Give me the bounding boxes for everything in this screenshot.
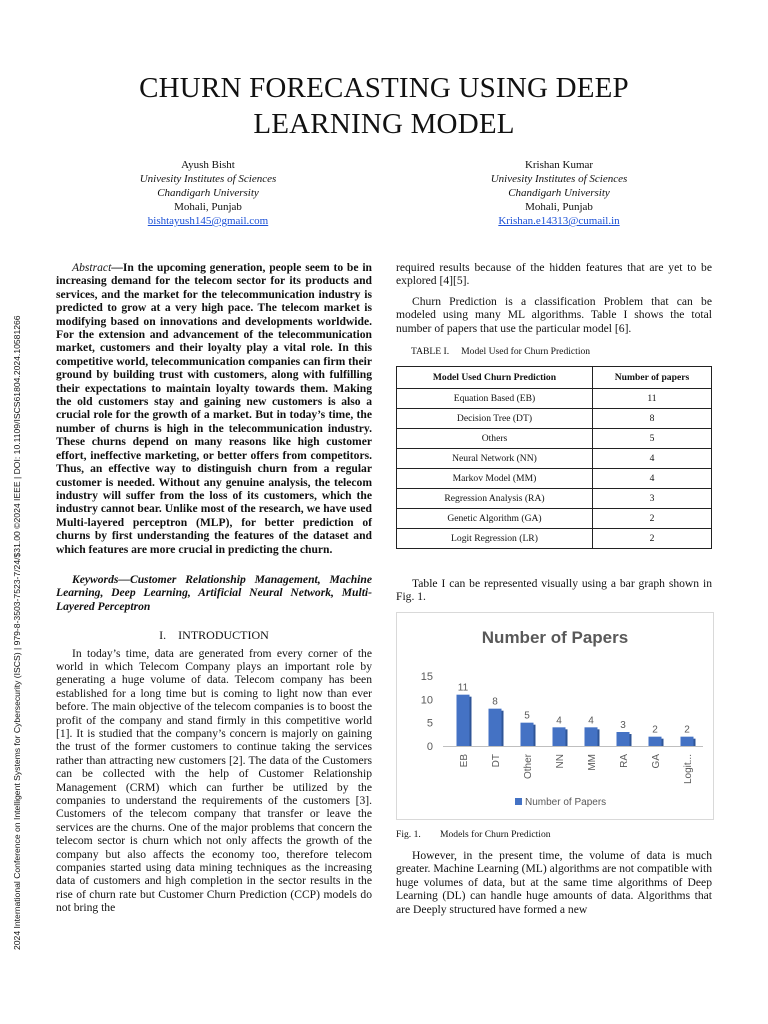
- x-tick-label: Logit...: [683, 754, 694, 785]
- author-block-1: [78, 158, 338, 228]
- abstract-text: —In the upcoming generation, people seem to be in increasing demand for the telecom sector for its products and services, and the market for the telecommunication industry is predicted to grow at a very high pace. The telecom market is modifying based on innovations and developments worldwide. For the extension and advancement of the telecommunication market, customers and their loyalty play a vital role. In this competitive world, telecommunication companies can firm their ground by building trust with customers, along with fulfilling their expectations to maintain loyalty towards them. Making the old customers stay and gaining new customers is also a crucial role for the growth of a market. But in today’s time, the number of churns is high in the telecommunication industry. These churns depend on many reasons like high customer effort, ineffective marketing, or better offers from competitors. Thus, an effective way to distinguish churn from a regular customer is needed. Without any genuine analysis, the telecom industry will suffer from the loss of its customers, which the industry cannot bear. Unlike most of the research, we have used Multi-layered perceptron (MLP), for better prediction of churns by first understanding the features of the dataset and which features are more crucial in predicting the churn.: [56, 261, 372, 556]
- legend-label: Number of Papers: [525, 797, 607, 808]
- section-heading-introduction: I. INTRODUCTION: [159, 628, 269, 643]
- table-header: Number of papers: [592, 367, 711, 389]
- figure-reference-paragraph: Table I can be represented visually using a bar graph shown in Fig. 1.: [396, 577, 712, 604]
- table-row: [397, 429, 712, 449]
- bar-data-label: 4: [588, 715, 594, 727]
- x-tick-label: RA: [619, 754, 630, 768]
- table-cell: 3: [592, 489, 711, 509]
- author-email-link[interactable]: Krishan.e14313@cumail.in: [498, 215, 620, 227]
- right-column-top: [396, 261, 712, 335]
- bar: [617, 732, 630, 746]
- author-name: Krishan Kumar: [524, 159, 594, 171]
- x-tick-label: Other: [523, 754, 534, 780]
- bar-data-label: 8: [492, 696, 498, 708]
- keywords-text: —Customer Relationship Management, Machine Learning, Deep Learning, Artificial Neural Network, Multi-Layered Perceptron: [56, 572, 372, 613]
- table-cell: Logit Regression (LR): [397, 529, 593, 549]
- table-cell: 4: [592, 449, 711, 469]
- table-row: [397, 389, 712, 409]
- intro-paragraph: In today’s time, data are generated from every corner of the world in which Telecom Company plays an important role by generating a huge volume of data. Telecom company has been established for a long time but is coming to light now than ever before. The main objective of the telecom companies is to boost the profit of the company and stand firmly in this competitive world [1]. It is studied that the company’s concern is majorly on gaining the trust of the former customers to continue taking the services rather than attracting new customers [2]. The data of the Customers can be collected with the help of Customer Relationship Management (CRM) which can further be utilized by the companies to understand the requirements of the customers [3]. Customers of the telecom company that transfer or leave the services are the churns. One of the major problems that concern the telecom sector is churn which not only affects the growth of the company but also affects the economy too, therefore telecom companies started using data mining techniques as the increasing data of customers and high completion in the sector results in the rise of churn rate but Customer Churn Prediction (CCP) models do not bring the: [56, 646, 372, 915]
- continued-paragraph: required results because of the hidden features that are yet to be explored [4][5].: [396, 261, 712, 288]
- table-cell: Decision Tree (DT): [397, 409, 593, 429]
- bar: [553, 727, 566, 746]
- table-row: [397, 509, 712, 529]
- table-cell: 4: [592, 469, 711, 489]
- abstract: [56, 261, 372, 556]
- bar-side: [502, 711, 504, 746]
- conference-sidebar: 2024 International Conference on Intelligent Systems for Cybersecurity (ISCS) | 979-8-3503-7523-7/24/$31.00 ©2024 IEEE | DOI: 10.1109/ISCS61804.2024.10581266: [12, 315, 22, 950]
- model-table: [396, 366, 712, 549]
- author-email-link[interactable]: bishtayush145@gmail.com: [147, 215, 269, 227]
- table-cell: Regression Analysis (RA): [397, 489, 593, 509]
- table-row: [397, 489, 712, 509]
- chart-title: Number of Papers: [481, 628, 629, 647]
- table-cell: 2: [592, 529, 711, 549]
- bar-data-label: 4: [556, 715, 562, 727]
- x-tick-label: MM: [587, 754, 598, 771]
- bar: [681, 737, 694, 746]
- bar: [585, 727, 598, 746]
- table-row: [397, 409, 712, 429]
- title-line-2: LEARNING MODEL: [253, 108, 515, 140]
- author-location: Mohali, Punjab: [174, 201, 242, 213]
- table-cell: 2: [592, 509, 711, 529]
- y-tick-label: 0: [426, 741, 433, 753]
- bar: [649, 737, 662, 746]
- bar-chart-figure: [396, 612, 714, 820]
- y-tick-label: 15: [420, 671, 433, 683]
- title-line-1: CHURN FORECASTING USING DEEP: [139, 72, 629, 104]
- bar-data-label: 2: [684, 724, 690, 736]
- x-tick-label: EB: [459, 754, 470, 768]
- author-block-2: [429, 158, 689, 228]
- bar-side: [566, 729, 568, 746]
- table-cell: Equation Based (EB): [397, 389, 593, 409]
- bar-data-label: 5: [524, 710, 530, 722]
- y-tick-label: 10: [420, 694, 433, 707]
- churn-prediction-paragraph: Churn Prediction is a classification Problem that can be modeled using many ML algorithms. Table I shows the total number of papers that use the particular model [6].: [396, 294, 712, 335]
- paper-title: [0, 70, 768, 142]
- bar-data-label: 2: [652, 724, 658, 736]
- bar-side: [534, 725, 536, 746]
- keywords-lead: Keywords: [72, 572, 119, 586]
- author-university: Chandigarh University: [157, 187, 259, 199]
- table-cell: 11: [592, 389, 711, 409]
- bar-side: [598, 729, 600, 746]
- bar-side: [662, 739, 664, 746]
- table-row: [397, 469, 712, 489]
- bar-chart-svg: [397, 613, 713, 819]
- bar-side: [694, 739, 696, 746]
- bar-side: [470, 697, 472, 746]
- y-tick-label: 5: [426, 717, 433, 730]
- abstract-lead: Abstract: [72, 261, 112, 274]
- bar-data-label: 11: [457, 682, 469, 694]
- left-column: [56, 261, 372, 915]
- figure-caption: Fig. 1. Models for Churn Prediction: [396, 829, 551, 840]
- deep-learning-paragraph: However, in the present time, the volume of data is much greater. Machine Learning (ML) algorithms are not compatible with huge volumes of data, but at the same time algorithms of Deep Learning (DL) can handle huge amounts of data. Algorithms that are Deeply structured have formed a new: [396, 849, 712, 916]
- author-affiliation: Univesity Institutes of Sciences: [139, 173, 277, 185]
- bar-data-label: 3: [620, 720, 626, 731]
- table-cell: Genetic Algorithm (GA): [397, 509, 593, 529]
- bar: [489, 709, 502, 746]
- author-name: Ayush Bisht: [181, 159, 235, 171]
- table-cell: Markov Model (MM): [397, 469, 593, 489]
- bar: [457, 695, 470, 746]
- right-column-bottom: [396, 849, 712, 916]
- bar-side: [630, 734, 632, 746]
- author-affiliation: Univesity Institutes of Sciences: [490, 173, 628, 185]
- author-university: Chandigarh University: [508, 187, 610, 199]
- figure-reference-paragraph-block: [396, 577, 712, 604]
- table-row: [397, 449, 712, 469]
- table-header: Model Used Churn Prediction: [397, 367, 593, 389]
- legend-swatch: [515, 798, 522, 805]
- table-cell: Neural Network (NN): [397, 449, 593, 469]
- table-caption: TABLE I. Model Used for Churn Prediction: [411, 346, 591, 357]
- table-cell: Others: [397, 429, 593, 449]
- table-cell: 5: [592, 429, 711, 449]
- table-row: [397, 529, 712, 549]
- table-cell: 8: [592, 409, 711, 429]
- author-location: Mohali, Punjab: [525, 201, 593, 213]
- bar: [521, 723, 534, 746]
- x-tick-label: NN: [555, 754, 566, 769]
- keywords: [56, 573, 372, 613]
- x-tick-label: DT: [491, 754, 502, 768]
- x-tick-label: GA: [651, 754, 662, 769]
